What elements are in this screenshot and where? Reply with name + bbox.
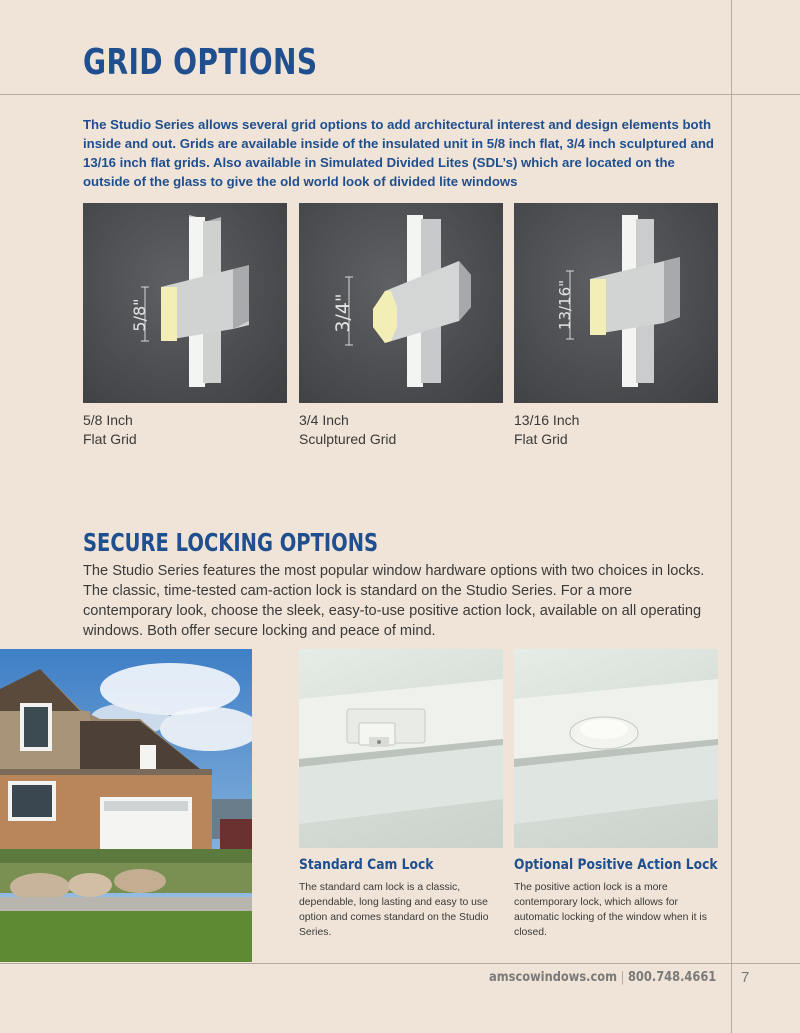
grid-photo-5-8-flat <box>83 203 287 403</box>
house-photo <box>0 649 252 962</box>
grid-options-intro: The Studio Series allows several grid options to add architectural interest and design elements both inside and out. Grids are available inside of the insulated unit in 5/8 inch flat, 3/4 inch sculptured and 13/16 inch flat grids. Also available in Simulated Divided Lites (SDL’s) which are located on the outside of the glass to give the old world look of divided lite windows <box>83 117 714 189</box>
grid-caption-3 <box>514 411 579 449</box>
secure-locking-heading: SECURE LOCKING OPTIONS <box>83 528 379 557</box>
cam-lock-description: The standard cam lock is a classic, dependable, long lasting and easy to use option and comes standard on the Studio Series. <box>299 882 489 938</box>
grid-caption-2 <box>299 411 396 449</box>
grid-photo-13-16-flat <box>514 203 718 403</box>
grid-options-heading: GRID OPTIONS <box>83 42 318 83</box>
dimension-label: 5/8" <box>130 298 149 332</box>
positive-action-lock-title: Optional Positive Action Lock <box>514 857 718 873</box>
grid-caption-size: 13/16 Inch <box>514 412 580 428</box>
secure-locking-intro: The Studio Series features the most popular window hardware options with two choices in locks. The classic, time-tested cam-action lock is standard on the Studio Series. For a more contemporary look, choose the sleek, easy-to-use positive action lock, available on all operating windows. Both offer secure locking and peace of mind. <box>83 563 705 639</box>
positive-action-lock-photo <box>514 649 718 848</box>
cam-lock-title: Standard Cam Lock <box>299 857 434 873</box>
footer-contact <box>489 970 716 985</box>
dimension-label: 3/4" <box>332 293 354 333</box>
footer-rule <box>0 963 800 964</box>
grid-caption-type: Flat Grid <box>83 431 137 447</box>
grid-caption-size: 5/8 Inch <box>83 412 133 428</box>
cam-lock-photo <box>299 649 503 848</box>
grid-caption-type: Flat Grid <box>514 431 568 447</box>
grid-caption-1 <box>83 411 137 449</box>
dimension-label: 13/16" <box>556 279 574 331</box>
header-rule <box>0 94 800 95</box>
grid-photo-3-4-sculptured <box>299 203 503 403</box>
page-margin-line-vertical <box>731 0 732 1033</box>
positive-action-lock-description: The positive action lock is a more contemporary lock, which allows for automatic locking of the window when it is closed. <box>514 882 707 938</box>
footer-phone[interactable]: 800.748.4661 <box>627 970 716 985</box>
grid-caption-size: 3/4 Inch <box>299 412 349 428</box>
footer-separator: | <box>620 970 625 985</box>
page-number: 7 <box>741 969 750 986</box>
footer-website[interactable]: amscowindows.com <box>488 970 617 985</box>
grid-caption-type: Sculptured Grid <box>299 431 397 447</box>
